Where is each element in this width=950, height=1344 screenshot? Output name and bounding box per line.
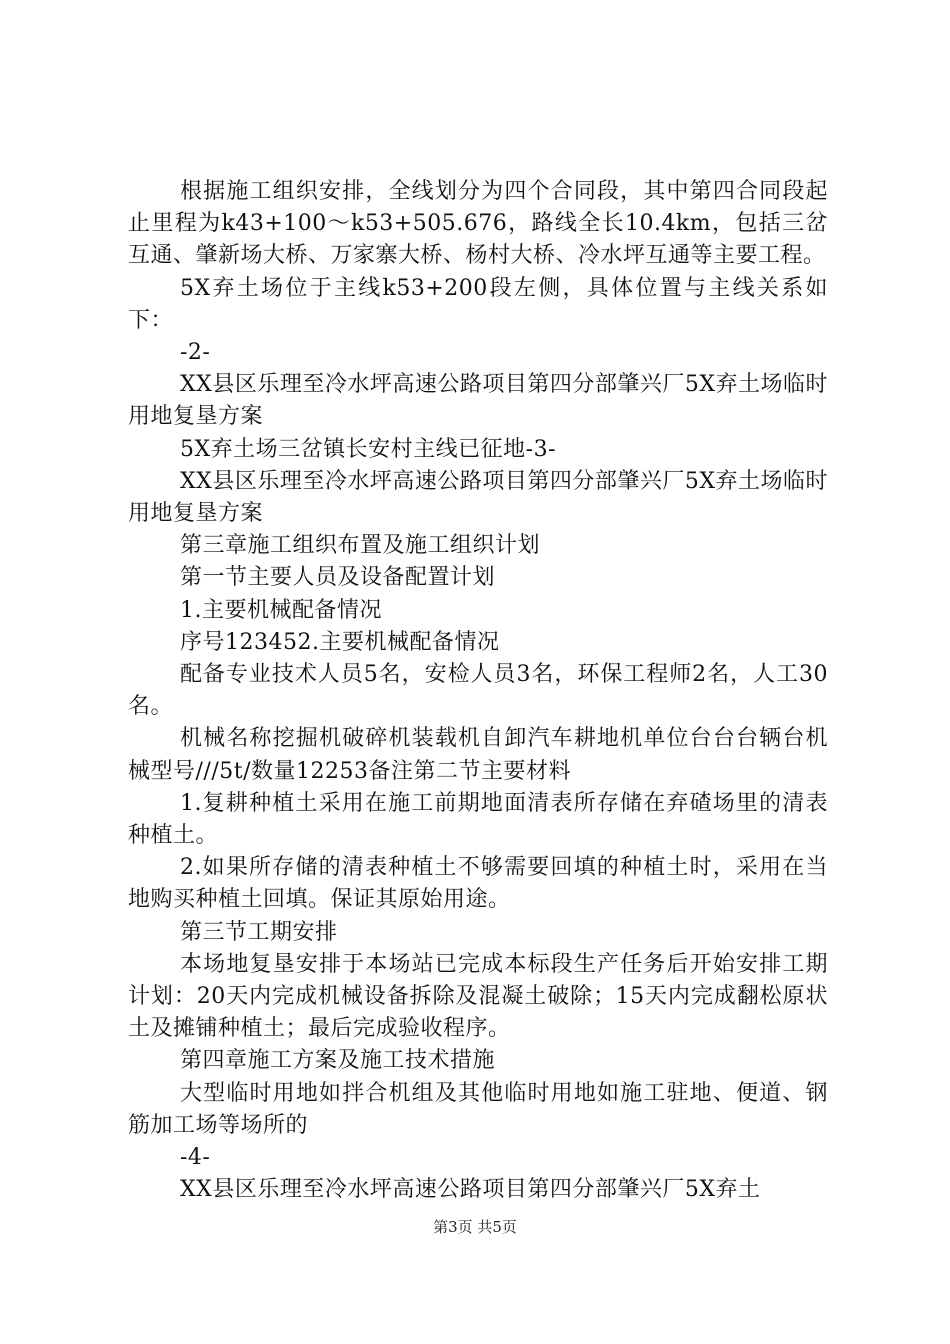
paragraph-spoil-site-location: 5X弃土场位于主线k53+200段左侧，具体位置与主线关系如下： — [128, 275, 828, 333]
document-body — [128, 176, 828, 1207]
running-header: XX县区乐理至冷水坪高速公路项目第四分部肇兴厂5X弃土场临时用地复垦方案 — [128, 372, 828, 430]
figure-caption-text: 5X弃土场三岔镇长安村主线已征地-3- — [180, 436, 557, 462]
chapter-heading: 第三章施工组织布置及施工组织计划 — [180, 533, 541, 559]
paragraph-machinery-table: 机械名称挖掘机破碎机装载机自卸汽车耕地机单位台台台辆台机械型号///5t/数量12253备注第二节主要材料 — [128, 726, 828, 784]
paragraph-schedule: 本场地复垦安排于本场站已完成本标段生产任务后开始安排工期计划：20天内完成机械设备拆除及混凝土破除；15天内完成翻松原状土及摊铺种植土；最后完成验收程序。 — [128, 951, 828, 1042]
paragraph-material-1: 1.复耕种植土采用在施工前期地面清表所存储在弃碴场里的清表种植土。 — [128, 790, 828, 849]
paragraph-staffing: 配备专业技术人员5名，安检人员3名，环保工程师2名，人工30名。 — [128, 662, 828, 720]
table-fragment-text: 序号123452.主要机械配备情况 — [180, 629, 500, 655]
running-header: XX县区乐理至冷水坪高速公路项目第四分部肇兴厂5X弃土场临时用地复垦方案 — [128, 468, 828, 527]
page-marker-4: -4- — [180, 1145, 211, 1171]
paragraph-material-2: 2.如果所存储的清表种植土不够需要回填的种植土时，采用在当地购买种植土回填。保证其原始用途。 — [128, 855, 828, 913]
subsection-heading: 1.主要机械配备情况 — [180, 597, 382, 623]
page-marker-2: -2- — [180, 340, 211, 366]
section-heading: 第一节主要人员及设备配置计划 — [180, 565, 496, 591]
running-header: XX县区乐理至冷水坪高速公路项目第四分部肇兴厂5X弃土 — [180, 1177, 761, 1203]
paragraph-project-overview: 根据施工组织安排，全线划分为四个合同段，其中第四合同段起止里程为k43+100～k53+505.676，路线全长10.4km，包括三岔互通、肇新场大桥、万家寨大桥、杨村大桥、冷水坪互通等主要工程。 — [128, 179, 828, 269]
page-footer: 第3页 共5页 — [433, 1218, 517, 1236]
section-heading: 第三节工期安排 — [180, 919, 338, 945]
paragraph-temporary-land: 大型临时用地如拌合机组及其他临时用地如施工驻地、便道、钢筋加工场等场所的 — [128, 1080, 828, 1138]
chapter-heading: 第四章施工方案及施工技术措施 — [180, 1048, 496, 1074]
